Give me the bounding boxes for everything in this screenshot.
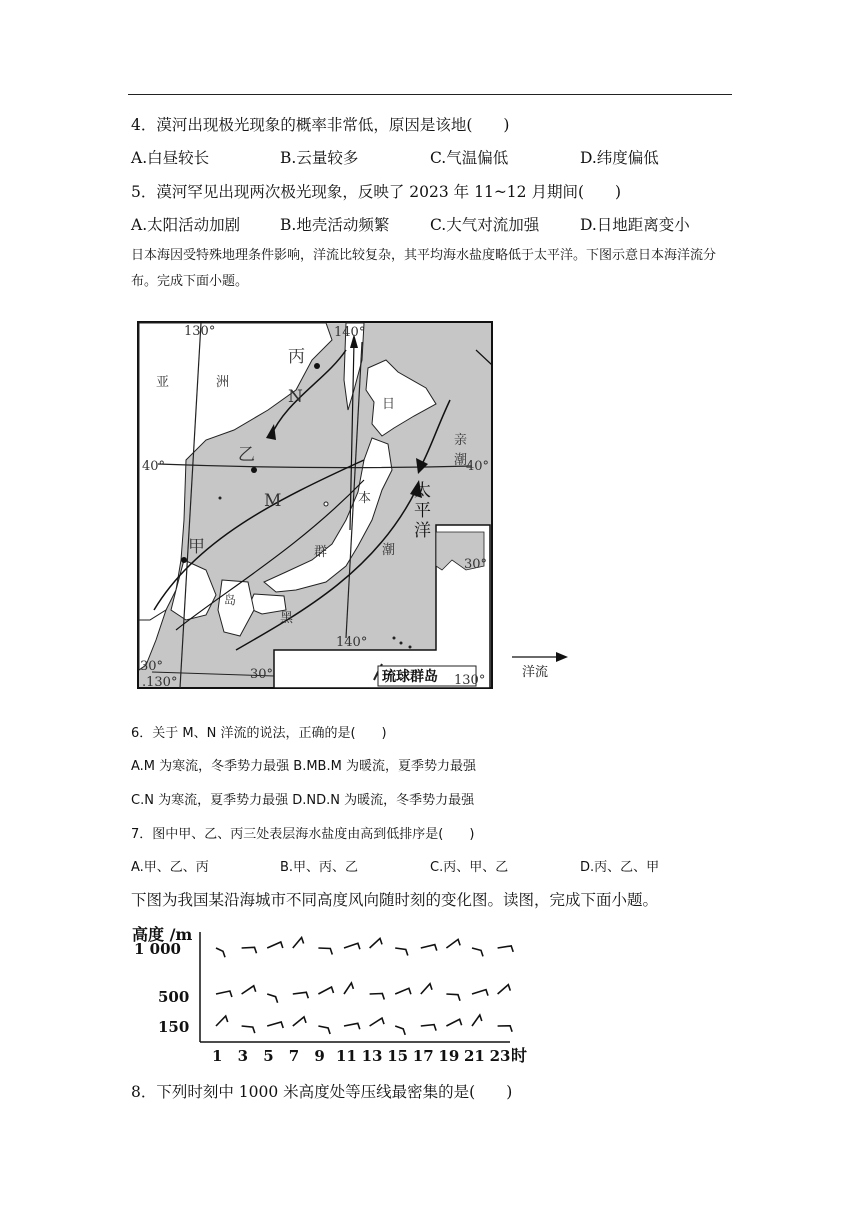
wind-barb	[370, 994, 385, 1000]
wind-hour-label: 5	[263, 1047, 274, 1065]
label-ben: 本	[358, 491, 372, 506]
wind-barb	[498, 985, 511, 994]
q6-options-line-1[interactable]: A.M 为寒流，冬季势力最强 B.MB.M 为暖流，夏季势力最强	[131, 759, 476, 774]
q7-option-b[interactable]: B.甲、丙、乙	[280, 860, 359, 875]
q5-option-a[interactable]: A.太阳活动加剧	[131, 216, 241, 234]
sea-intro-paragraph: 日本海因受特殊地理条件影响，洋流比较复杂，其平均海水盐度略低于太平洋。下图示意日本海洋流分布。完成下面小题。	[131, 248, 717, 289]
wind-barb	[472, 948, 483, 956]
wind-level-500: 500	[158, 988, 190, 1006]
wind-hour-label: 13	[361, 1047, 383, 1065]
label-N: N	[288, 387, 303, 407]
wind-barb	[498, 1026, 512, 1032]
wind-barb	[293, 938, 304, 949]
wind-hour-label: 17	[412, 1047, 434, 1065]
wind-hour-label: 3	[237, 1047, 249, 1065]
wind-chart-ylabel: 高度 /m	[132, 925, 193, 944]
wind-barb	[446, 994, 460, 1001]
wind-barb	[395, 948, 408, 956]
wind-barb	[370, 1018, 384, 1026]
wind-barb	[344, 943, 360, 949]
label-hei: 黑	[280, 611, 294, 626]
label-tai: 太	[414, 481, 431, 501]
question-8-stem: 8．下列时刻中 1000 米高度处等压线最密集的是( )	[131, 1083, 513, 1101]
inset-title: 琉球群岛	[382, 669, 438, 685]
wind-direction-chart	[130, 918, 530, 1066]
wind-barb	[242, 947, 257, 953]
point-jia	[181, 557, 187, 563]
label-yi: 乙	[238, 445, 255, 465]
lat-inset-30: 30°	[464, 557, 488, 572]
wind-barb	[318, 987, 333, 994]
label-bing: 丙	[288, 347, 305, 367]
wind-barb	[395, 1026, 405, 1035]
wind-barb	[267, 994, 277, 1003]
wind-hour-label: 1	[212, 1047, 223, 1065]
q7-option-a[interactable]: A.甲、乙、丙	[131, 860, 209, 875]
wind-level-1000: 1 000	[134, 940, 181, 958]
lat-bottom-30: 30°	[250, 667, 274, 682]
wind-hour-label: 19	[438, 1047, 460, 1065]
wind-barb	[216, 991, 232, 997]
wind-barb	[293, 992, 309, 998]
question-4-stem: 4．漠河出现极光现象的概率非常低，原因是该地( )	[131, 116, 510, 134]
wind-barb	[446, 939, 460, 948]
point-yi	[251, 467, 257, 473]
wind-barb	[421, 1025, 436, 1031]
wind-barb	[421, 945, 437, 951]
label-dao: 岛	[224, 593, 237, 607]
label-jia: 甲	[188, 537, 205, 557]
q5-option-b[interactable]: B.地壳活动频繁	[280, 216, 390, 234]
q7-option-d[interactable]: D.丙、乙、甲	[580, 860, 660, 875]
wind-barb	[242, 1026, 255, 1033]
wind-barb	[267, 1022, 283, 1028]
q4-option-d[interactable]: D.纬度偏低	[580, 149, 659, 167]
q4-option-b[interactable]: B.云量较多	[280, 149, 359, 167]
wind-barb	[395, 988, 411, 994]
label-chao-2: 潮	[454, 453, 468, 468]
wind-barb	[293, 1017, 306, 1026]
label-qin: 亲	[454, 433, 468, 448]
point-bing	[314, 363, 320, 369]
wind-barb	[446, 1019, 461, 1026]
lat-right-40: 40°	[466, 459, 490, 474]
wind-barb	[344, 1023, 360, 1029]
q4-option-a[interactable]: A.白昼较长	[131, 149, 210, 167]
wind-barb	[370, 938, 382, 948]
wind-barb	[472, 990, 488, 996]
label-ri: 日	[382, 397, 396, 412]
japan-sea-current-map	[136, 320, 576, 692]
q6-options-line-2[interactable]: C.N 为寒流，夏季势力最强 D.ND.N 为暖流，冬季势力最强	[131, 793, 475, 808]
wind-hour-label: 15	[387, 1047, 409, 1065]
lon-top-130: 130°	[184, 324, 216, 339]
wind-hour-label: 7	[288, 1047, 300, 1065]
wind-barb	[421, 984, 432, 994]
legend-label: 洋流	[522, 665, 549, 680]
lon-bottom-130: .130°	[142, 675, 178, 690]
q5-option-d[interactable]: D.日地距离变小	[580, 216, 690, 234]
question-6-stem: 6．关于 M、N 洋流的说法，正确的是( )	[131, 726, 387, 741]
wind-hour-unit: 时	[511, 1046, 528, 1065]
lon-inset-130: 130°	[454, 673, 486, 688]
label-M: M	[264, 491, 282, 511]
question-5-stem: 5．漠河罕见出现两次极光现象，反映了 2023 年 11~12 月期间( )	[131, 183, 622, 201]
wind-barb	[344, 983, 353, 994]
wind-barb	[216, 948, 225, 957]
wind-hour-label: 11	[336, 1047, 357, 1065]
wind-barb	[498, 946, 514, 952]
label-ya: 亚	[156, 375, 170, 390]
lat-left-30: 30°	[140, 659, 164, 674]
lat-left-40: 40°	[142, 459, 166, 474]
wind-barb	[242, 986, 256, 994]
wind-barb	[472, 1015, 482, 1026]
q7-option-c[interactable]: C.丙、甲、乙	[430, 860, 509, 875]
wind-intro-paragraph: 下图为我国某沿海城市不同高度风向随时刻的变化图。读图，完成下面小题。	[131, 891, 659, 909]
wind-hour-label: 21	[464, 1047, 485, 1065]
label-qun: 群	[314, 545, 328, 560]
wind-hour-label: 9	[314, 1047, 325, 1065]
wind-barb	[216, 1016, 228, 1026]
header-rule	[128, 94, 732, 95]
wind-barb	[267, 942, 283, 948]
q5-option-c[interactable]: C.大气对流加强	[430, 216, 540, 234]
question-7-stem: 7．图中甲、乙、丙三处表层海水盐度由高到低排序是( )	[131, 827, 475, 842]
lon-top-140: 140°	[334, 325, 366, 340]
wind-barb	[318, 1026, 330, 1034]
label-zhou: 洲	[216, 375, 230, 390]
wind-level-150: 150	[158, 1018, 190, 1036]
q4-option-c[interactable]: C.气温偏低	[430, 149, 509, 167]
wind-hour-label: 23	[489, 1047, 511, 1065]
label-chao-1: 潮	[382, 543, 396, 558]
label-yang: 洋	[414, 521, 431, 541]
wind-barb	[318, 948, 332, 955]
label-ping: 平	[414, 501, 431, 521]
lon-bottom-140: 140°	[336, 635, 368, 650]
